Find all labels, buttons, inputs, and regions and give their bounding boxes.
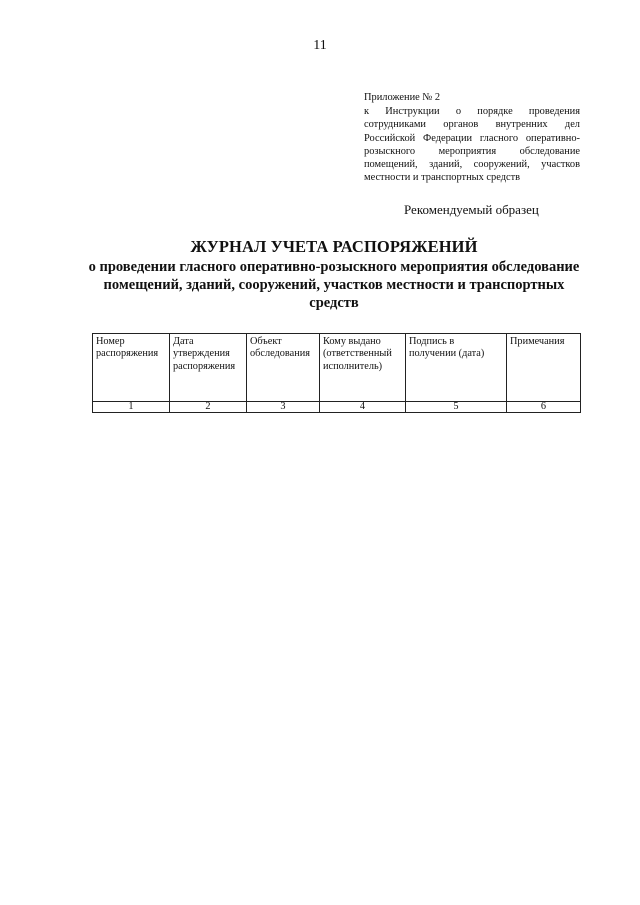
column-number: 3 xyxy=(247,402,320,413)
journal-subtitle: о проведении гласного оперативно-розыскного мероприятия обследование помещений, зданий, сооружений, участков местности и транспортных средств xyxy=(88,259,580,311)
appendix-title: Приложение № 2 xyxy=(364,92,441,103)
appendix-text: к Инструкции о порядке проведения сотрудниками органов внутренних дел Российской Федерации гласного оперативно-розыскного мероприятия обследование помещений, зданий, сооружений, участков местности и транспортных средств xyxy=(364,106,580,184)
column-number: 5 xyxy=(406,402,507,413)
column-header-approval-date: Дата утверждения распоряжения xyxy=(170,334,247,402)
column-number: 6 xyxy=(507,402,581,413)
column-header-inspection-object: Объект обследования xyxy=(247,334,320,402)
column-number: 2 xyxy=(170,402,247,413)
column-number-row xyxy=(93,402,581,413)
column-header-issued-to: Кому выдано (ответственный исполнитель) xyxy=(320,334,406,402)
column-number: 1 xyxy=(93,402,170,413)
document-heading xyxy=(80,237,588,312)
column-header-signature: Подпись в получении (дата) xyxy=(406,334,507,402)
appendix-block xyxy=(364,91,580,184)
journal-title: ЖУРНАЛ УЧЕТА РАСПОРЯЖЕНИЙ xyxy=(190,237,478,256)
page-number: 11 xyxy=(313,38,327,53)
table-header-row xyxy=(93,334,581,402)
journal-table xyxy=(92,333,581,413)
column-number: 4 xyxy=(320,402,406,413)
recommended-sample-label: Рекомендуемый образец xyxy=(404,202,539,217)
column-header-order-number: Номер распоряжения xyxy=(93,334,170,402)
column-header-notes: Примечания xyxy=(507,334,581,402)
